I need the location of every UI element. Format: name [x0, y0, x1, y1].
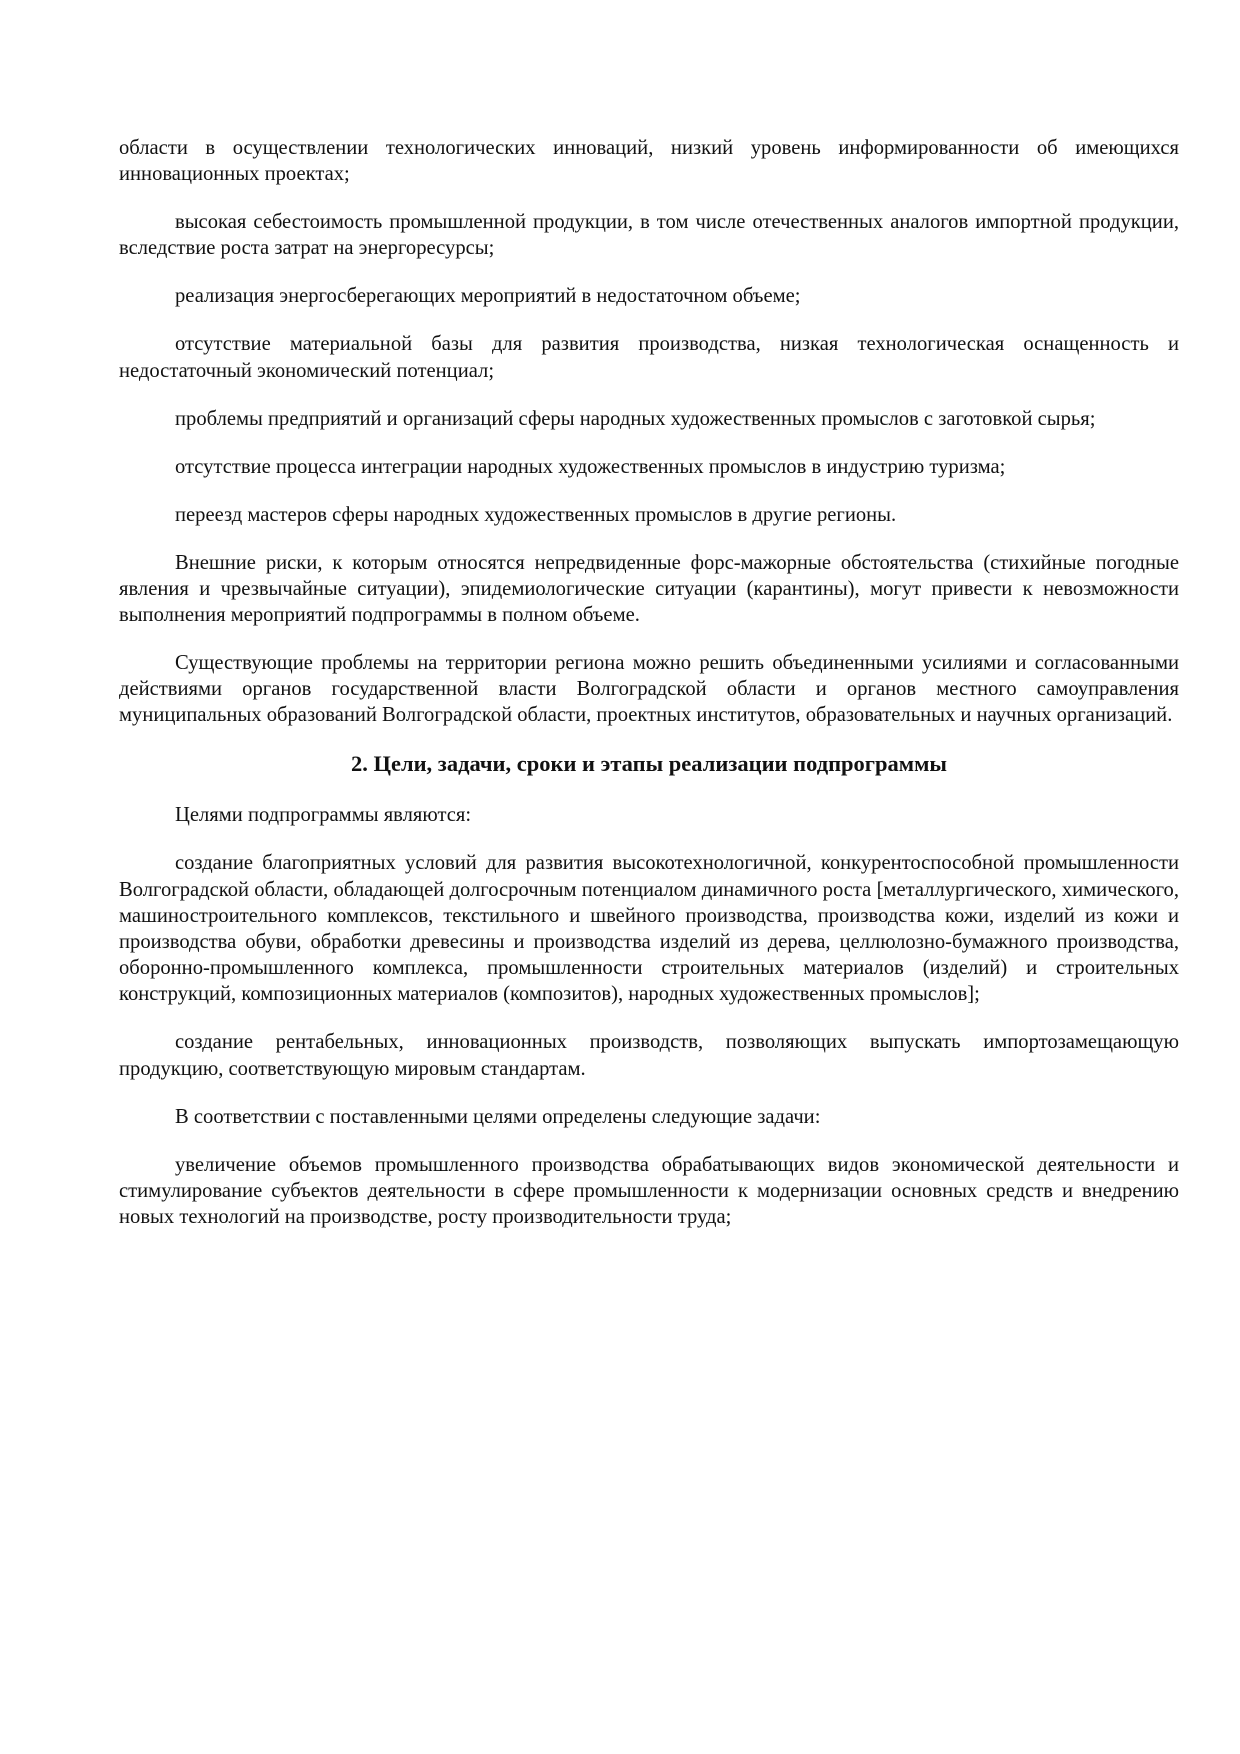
paragraph: Целями подпрограммы являются: [175, 804, 472, 827]
paragraph: отсутствие материальной базы для развития производства, низкая технологическая оснащенность и недостаточный экономический потенциал; [119, 333, 1179, 382]
paragraph: Существующие проблемы на территории региона можно решить объединенными усилиями и согласованными действиями органов государственной власти Волгоградской области и органов местного самоуправления муниципальных образований Волгоградской области, проектных институтов, образовательных и научных организаций. [119, 652, 1179, 727]
paragraph: реализация энергосберегающих мероприятий в недостаточном объеме; [175, 285, 801, 308]
paragraph: высокая себестоимость промышленной продукции, в том числе отечественных аналогов импортной продукции, вследствие роста затрат на энергоресурсы; [119, 211, 1179, 260]
paragraph-continuation: области в осуществлении технологических инноваций, низкий уровень информированности об имеющихся инновационных проектах; [119, 137, 1179, 186]
paragraph: отсутствие процесса интеграции народных художественных промыслов в индустрию туризма; [175, 455, 1006, 478]
paragraph: переезд мастеров сферы народных художественных промыслов в другие регионы. [175, 503, 897, 526]
paragraph: создание рентабельных, инновационных производств, позволяющих выпускать импортозамещающую продукцию, соответствующую мировым стандартам. [119, 1031, 1179, 1080]
section-heading: 2. Цели, задачи, сроки и этапы реализации подпрограммы [350, 751, 948, 777]
paragraph: увеличение объемов промышленного производства обрабатывающих видов экономической деятельности и стимулирование субъектов деятельности в сфере промышленности к модернизации основных средств и внедрению новых технологий на производстве, росту производительности труда; [119, 1153, 1179, 1229]
paragraph: создание благоприятных условий для развития высокотехнологичной, конкурентоспособной промышленности Волгоградской области, обладающей долгосрочным потенциалом динамичного роста [металлургического, химического, машиностроительного комплексов, текстильного и швейного производства, производства кожи, изделий из кожи и производства обуви, обработки древесины и производства изделий из дерева, целлюлозно-бумажного производства, оборонно-промышленного комплекса, промышленности строительных материалов (изделий) и строительных конструкций, композиционных материалов (композитов), народных художественных промыслов]; [119, 852, 1179, 1006]
paragraph: проблемы предприятий и организаций сферы народных художественных промыслов с заготовкой сырья; [175, 407, 1096, 430]
document-page [119, 135, 1179, 1252]
paragraph: В соответствии с поставленными целями определены следующие задачи: [175, 1105, 821, 1128]
paragraph: Внешние риски, к которым относятся непредвиденные форс-мажорные обстоятельства (стихийные погодные явления и чрезвычайные ситуации), эпидемиологические ситуации (карантины), могут привести к невозможности выполнения мероприятий подпрограммы в полном объеме. [119, 551, 1179, 627]
